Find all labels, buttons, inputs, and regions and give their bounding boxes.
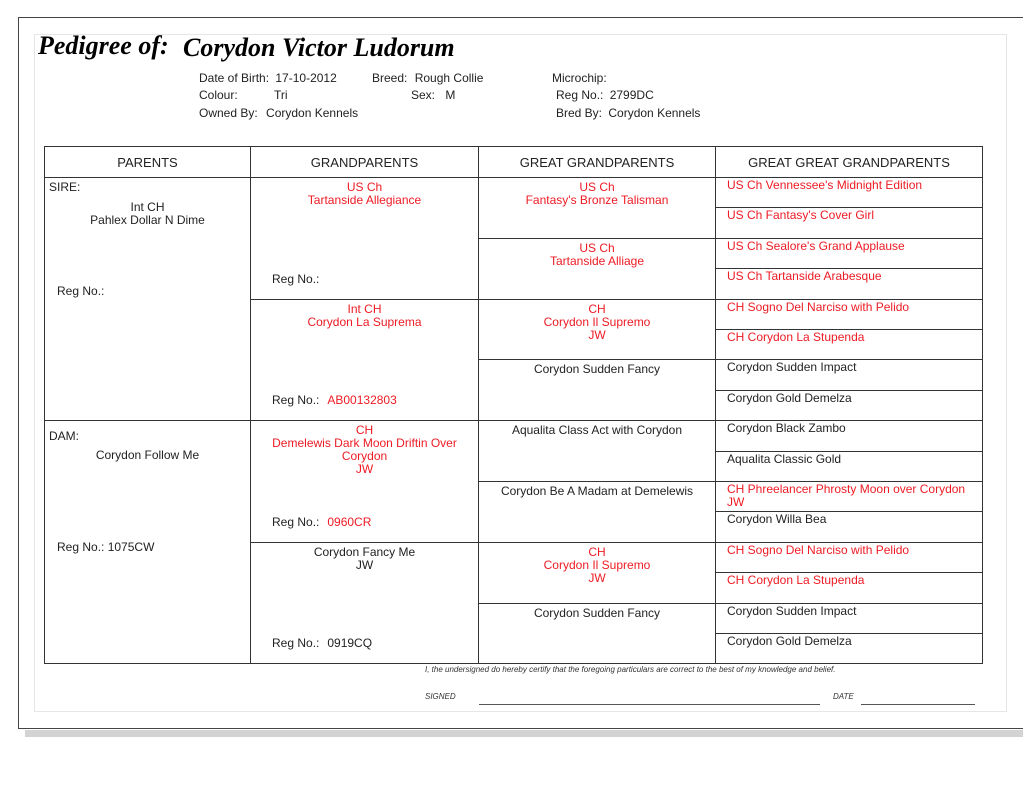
grandparent-name: Demelewis Dark Moon Driftin Over Corydon [272, 436, 457, 464]
microchip-row [552, 71, 607, 85]
grandparent-reg-label: Reg No.: [272, 393, 320, 408]
great-grandparent-entry [479, 424, 715, 437]
great-great-grandparent-entry: CH Corydon La Stupenda [727, 573, 865, 588]
great-grandparent-entry [479, 607, 715, 620]
great-great-grandparent-entry: Corydon Sudden Impact [727, 360, 857, 375]
signature-line[interactable] [479, 704, 820, 705]
great-grandparent-name: Corydon Sudden Fancy [533, 362, 661, 377]
signed-label: SIGNED [425, 692, 456, 701]
great-great-grandparent-entry: Corydon Willa Bea [727, 512, 827, 527]
great-great-grandparent-entry: CH Corydon La Stupenda [727, 330, 865, 344]
grandparent-entry [251, 424, 478, 476]
header-great-grandparents: GREAT GRANDPARENTS [519, 155, 675, 170]
sex-label: Sex: [411, 88, 436, 102]
header-parents: PARENTS [117, 155, 178, 170]
great-great-grandparent-entry: Aqualita Classic Gold [727, 451, 842, 466]
great-grandparent-suffix: JW [588, 327, 606, 342]
great-grandparent-entry [479, 363, 715, 376]
great-grandparent-divider [479, 238, 715, 239]
great-great-grandparent-entry: CH Sogno Del Narciso with Pelido [727, 542, 910, 557]
great-grandparent-divider [479, 603, 715, 604]
microchip-label: Microchip: [552, 71, 607, 85]
great-grandparent-name: Corydon Be A Madam at Demelewis [500, 484, 694, 498]
column-divider [715, 147, 716, 663]
sire-label: SIRE: [49, 180, 81, 194]
sire-title: Int CH [130, 200, 165, 214]
grandparent-name: Corydon La Suprema [307, 314, 422, 329]
grandparent-reg [272, 515, 371, 529]
grandparent-name: Tartanside Allegiance [307, 193, 422, 207]
great-grandparent-divider [479, 299, 715, 300]
reg-value: 2799DC [609, 88, 654, 102]
dam-label: DAM: [49, 429, 79, 443]
date-label: DATE [833, 692, 854, 701]
dog-name: Corydon Victor Ludorum [183, 33, 455, 62]
great-great-grandparent-entry: Corydon Gold Demelza [727, 634, 852, 648]
great-grandparent-divider [479, 481, 715, 482]
grandparent-reg-label: Reg No.: [272, 271, 320, 286]
great-grandparent-title: US Ch [579, 180, 615, 194]
grandparent-reg-value: AB00132803 [327, 393, 397, 408]
great-great-grandparent-entry: US Ch Sealore's Grand Applause [727, 238, 905, 253]
great-great-grandparent-entry: US Ch Vennessee's Midnight Edition [727, 178, 923, 192]
bred-row [556, 106, 700, 120]
dam-name: Corydon Follow Me [95, 448, 200, 462]
grandparent-title: US Ch [346, 180, 383, 194]
great-grandparent-divider [479, 359, 715, 360]
sire-name: Pahlex Dollar N Dime [90, 213, 205, 227]
grandparent-title: Int CH [347, 301, 382, 316]
grandparent-title: CH [355, 423, 374, 438]
great-grandparent-entry [479, 546, 715, 585]
great-grandparent-name: Corydon Il Supremo [543, 314, 651, 329]
great-grandparent-name: Tartanside Alliage [549, 253, 645, 268]
grandparent-reg-label: Reg No.: [272, 514, 320, 529]
dam-reg [57, 540, 154, 554]
colour-value: Tri [274, 88, 288, 102]
great-grandparent-divider [479, 542, 715, 543]
dam-reg-value: 1075CW [107, 540, 155, 554]
bred-value: Corydon Kennels [608, 106, 701, 120]
great-great-grandparent-entry: US Ch Tartanside Arabesque [727, 269, 882, 284]
column-divider [478, 147, 479, 663]
reg-row [556, 88, 654, 102]
dob-value: 17-10-2012 [275, 71, 337, 85]
reg-label: Reg No.: [556, 88, 604, 102]
title-label: Pedigree of: [38, 31, 169, 60]
dob-label: Date of Birth: [199, 71, 270, 85]
breed-label: Breed: [372, 71, 408, 85]
grandparent-reg-value: 0960CR [327, 514, 372, 529]
great-grandparent-title: CH [588, 301, 606, 316]
great-grandparent-entry [479, 242, 715, 268]
grandparent-entry [251, 303, 478, 329]
great-grandparent-name: Aqualita Class Act with Corydon [511, 423, 683, 438]
date-line[interactable] [861, 704, 975, 705]
owned-row [199, 106, 358, 120]
grandparent-divider [251, 542, 478, 543]
great-grandparent-entry [479, 485, 715, 498]
great-great-grandparent-entry: Corydon Black Zambo [727, 421, 846, 436]
grandparent-entry [251, 546, 478, 572]
page-shadow [25, 730, 1023, 737]
great-grandparent-suffix: JW [588, 570, 606, 585]
header-grandparents: GRANDPARENTS [310, 155, 419, 170]
grandparent-reg [272, 393, 397, 407]
grandparent-divider [251, 299, 478, 300]
colour-label: Colour: [199, 88, 238, 102]
dam-reg-label: Reg No.: [57, 540, 105, 554]
sire-entry [45, 201, 250, 227]
sire-reg [57, 284, 104, 298]
great-great-grandparent-entry: Corydon Sudden Impact [727, 603, 857, 618]
column-divider [250, 147, 251, 663]
great-grandparent-title: US Ch [579, 240, 615, 255]
great-great-grandparent-entry: Corydon Gold Demelza [727, 390, 852, 405]
bred-label: Bred By: [556, 106, 603, 120]
grandparent-reg-label: Reg No.: [272, 636, 320, 651]
great-great-grandparent-entry: US Ch Fantasy's Cover Girl [727, 208, 874, 223]
grandparent-reg [272, 272, 327, 286]
header-great-great-grandparents: GREAT GREAT GRANDPARENTS [748, 155, 950, 170]
pedigree-table [44, 146, 983, 664]
great-grandparent-entry [479, 303, 715, 342]
sex-row [411, 88, 455, 102]
great-great-grandparent-entry: CH Phreelancer Phrosty Moon over Corydon JW [727, 482, 966, 509]
certification-text: I, the undersigned do hereby certify that the foregoing particulars are correct to the best of my knowledge and belief. [425, 665, 836, 674]
great-grandparent-entry [479, 181, 715, 207]
great-great-grandparent-entry: CH Sogno Del Narciso with Pelido [727, 299, 910, 314]
grandparent-reg-value: 0919CQ [327, 636, 373, 651]
great-grandparent-name: Corydon Sudden Fancy [533, 605, 661, 620]
breed-row [372, 71, 483, 85]
great-grandparent-name: Fantasy's Bronze Talisman [525, 193, 669, 207]
grandparent-name: Corydon Fancy Me [313, 544, 416, 559]
owned-label: Owned By: [199, 106, 258, 120]
great-grandparent-name: Corydon Il Supremo [543, 557, 651, 572]
sire-reg-label: Reg No.: [57, 284, 105, 298]
sex-value: M [445, 88, 456, 102]
breed-value: Rough Collie [414, 71, 484, 85]
dam-entry [45, 449, 250, 462]
dob-row [199, 71, 337, 85]
grandparent-reg [272, 636, 372, 650]
owned-value: Corydon Kennels [266, 106, 359, 120]
grandparent-entry [251, 181, 478, 207]
grandparent-suffix: JW [355, 557, 374, 572]
grandparent-suffix: JW [355, 462, 374, 477]
great-grandparent-title: CH [588, 544, 606, 559]
